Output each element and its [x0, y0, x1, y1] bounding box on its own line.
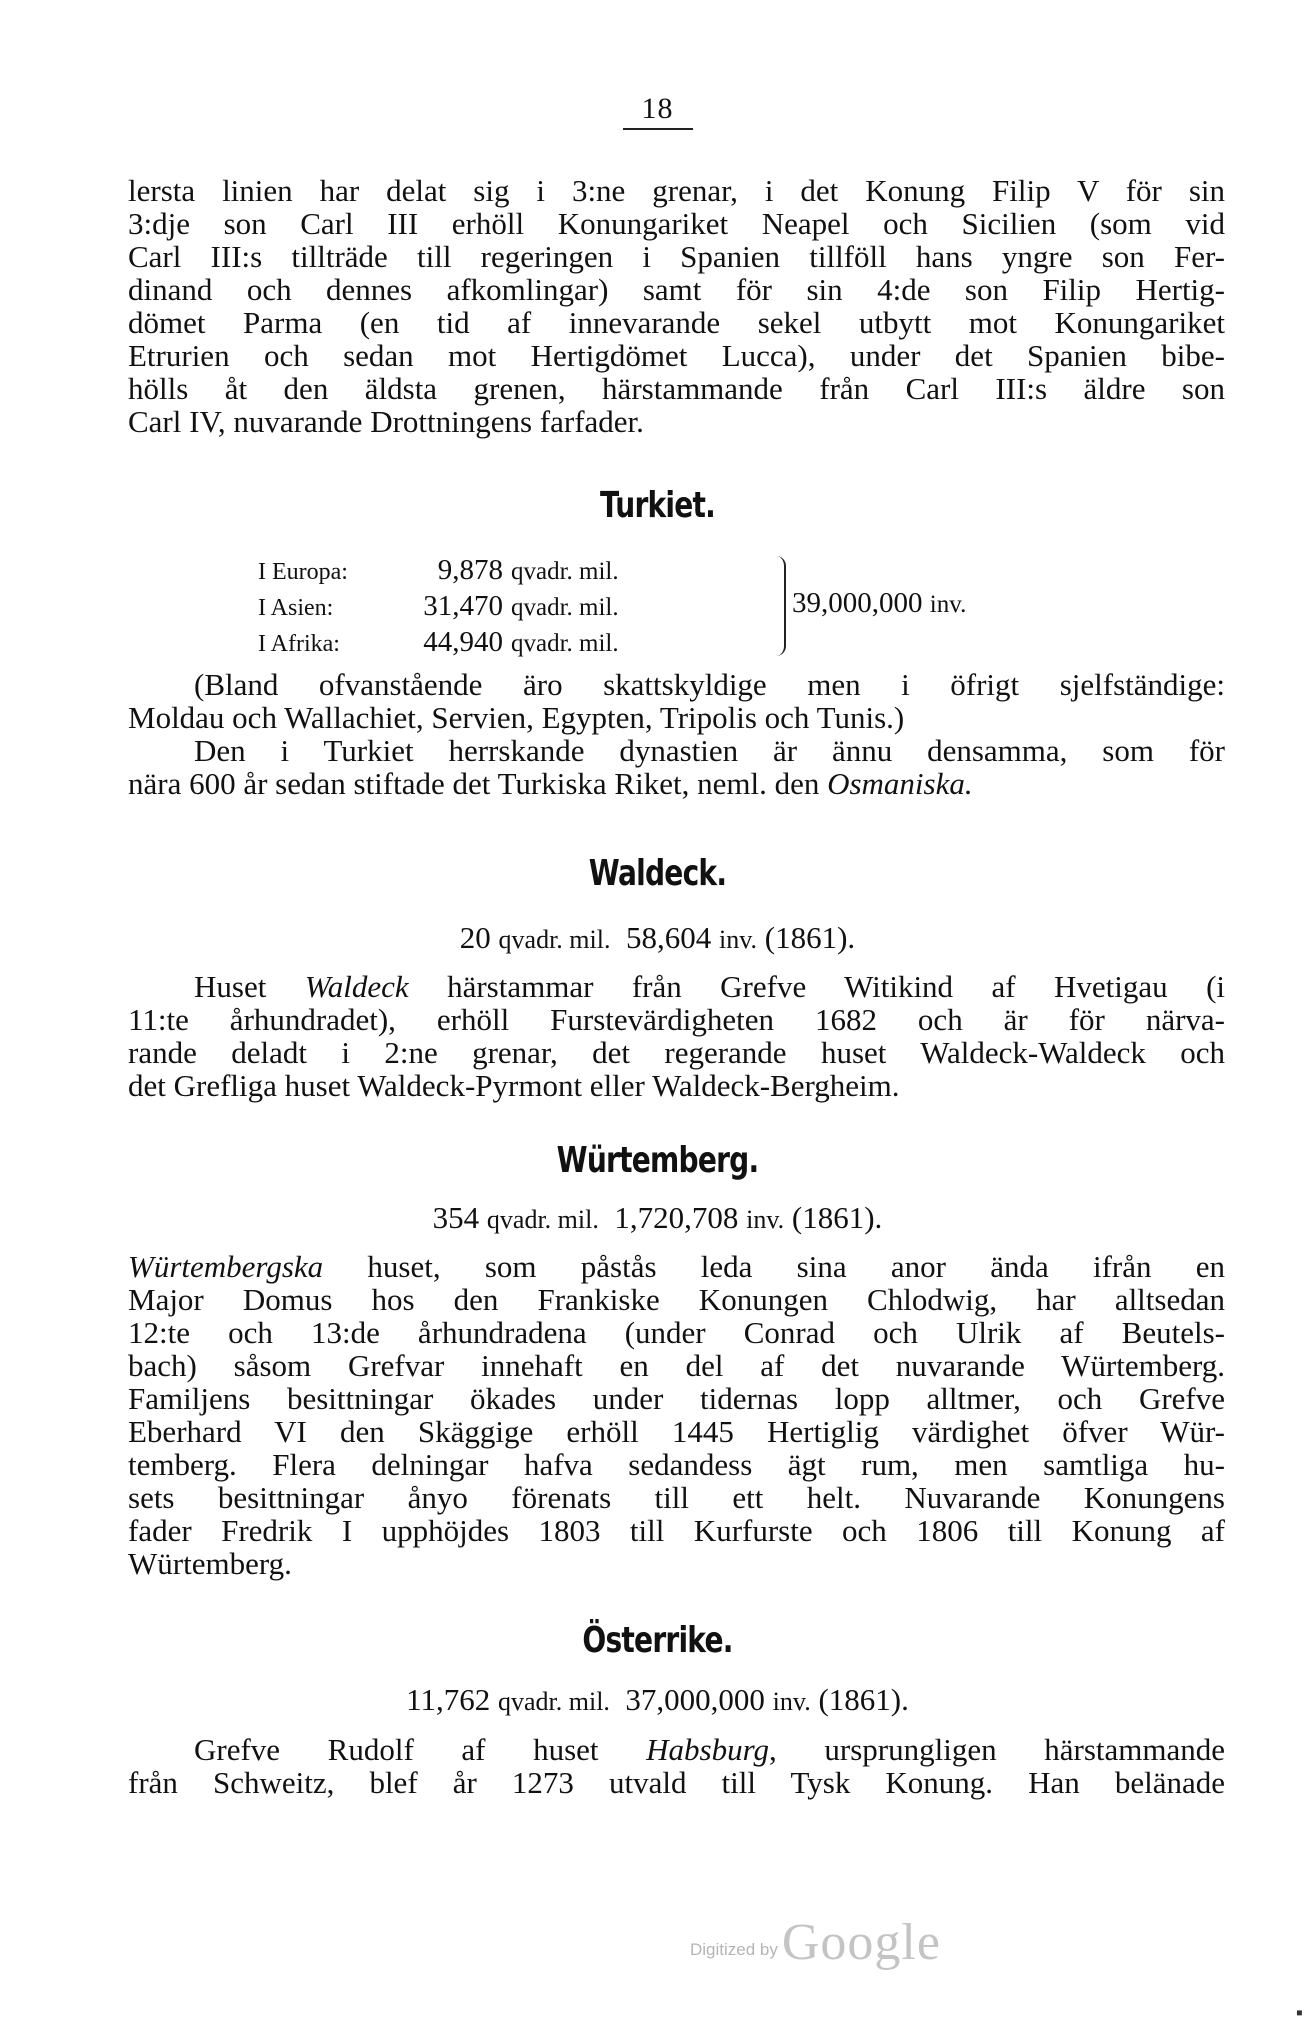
population-value: 37,000,000: [625, 1682, 765, 1717]
region-label: I Afrika:: [258, 631, 340, 657]
area-value: 31,470: [423, 590, 503, 622]
text-line: bach) såsom Grefvar innehaft en del af det nuvarande Würtemberg.: [128, 1348, 1225, 1383]
area-value: 354: [432, 1200, 480, 1235]
population-unit: inv.: [718, 925, 758, 954]
intro-line: lersta linien har delat sig i 3:ne grenar, i det Konung Filip V för sin: [128, 173, 1225, 208]
population-unit: inv.: [772, 1687, 811, 1716]
area-unit: qvadr. mil.: [511, 558, 619, 585]
area-value: 44,940: [423, 626, 503, 658]
text-line: [128, 1733, 1225, 1766]
text-line: Familjens besittningar ökades under tidernas lopp alltmer, och Grefve: [128, 1381, 1225, 1416]
text-line: [128, 970, 1225, 1003]
region-label: I Asien:: [258, 595, 334, 621]
waldeck-paragraph: [128, 970, 1225, 1102]
text-line: fader Fredrik I upphöjdes 1803 till Kurfurste och 1806 till Konung af: [128, 1513, 1225, 1548]
google-logo: Google: [781, 1914, 941, 1971]
text-line: Major Domus hos den Frankiske Konungen Chlodwig, har alltsedan: [128, 1282, 1225, 1317]
turkiet-row: [258, 625, 619, 661]
text-line: Eberhard VI den Skäggige erhöll 1445 Hertiglig värdighet öfver Wür-: [128, 1414, 1225, 1449]
osterrike-stats: [0, 1682, 1315, 1718]
wurtemberg-stats: [0, 1200, 1315, 1236]
google-digitized-watermark: [690, 1913, 941, 1972]
grouping-brace: [770, 556, 786, 656]
intro-line: Carl IV, nuvarande Drottningens farfader.: [128, 404, 644, 439]
area-unit: qvadr. mil.: [497, 1687, 610, 1716]
text-run: , ursprungligen härstammande: [769, 1732, 1225, 1767]
italic-term: Osmaniska.: [827, 766, 973, 801]
population-value: 39,000,000: [792, 587, 923, 619]
text-run: Grefve Rudolf af huset: [194, 1732, 647, 1767]
section-heading-waldeck: Waldeck.: [588, 853, 727, 894]
section-heading-osterrike: Österrike.: [582, 1620, 733, 1661]
turkiet-area-table: [258, 553, 619, 661]
digitized-by-text: Digitized by: [690, 1940, 778, 1959]
population-value: 58,604: [625, 920, 712, 955]
census-year: (1861).: [791, 1200, 883, 1235]
intro-line: Carl III:s tillträde till regeringen i Spanien tillföll hans yngre son Fer-: [128, 239, 1225, 274]
area-unit: qvadr. mil.: [511, 630, 619, 657]
area-unit: qvadr. mil.: [498, 925, 611, 954]
area-unit: qvadr. mil.: [486, 1205, 599, 1234]
waldeck-stats: [0, 920, 1315, 956]
intro-paragraph: [128, 174, 1225, 438]
section-heading-wurtemberg: Würtemberg.: [556, 1140, 759, 1181]
text-run: huset, som påstås leda sina anor ända ifrån en: [323, 1249, 1225, 1284]
text-line: Den i Turkiet herrskande dynastien är ännu densamma, som för: [194, 733, 1225, 768]
area-value: 9,878: [437, 554, 503, 586]
text-line: från Schweitz, blef år 1273 utvald till Tysk Konung. Han belänade: [128, 1765, 1225, 1800]
text-line: [128, 767, 1225, 800]
page-number-text: 18: [641, 92, 674, 125]
region-label: I Europa:: [258, 559, 348, 585]
text-run: nära 600 år sedan stiftade det Turkiska Riket, neml. den: [128, 766, 828, 801]
population-unit: inv.: [746, 1205, 785, 1234]
text-line: sets besittningar ånyo förenats till ett helt. Nuvarande Konungens: [128, 1480, 1225, 1515]
text-line: temberg. Flera delningar hafva sedandess ägt rum, men samtliga hu-: [128, 1447, 1225, 1482]
page-number: [0, 92, 1315, 130]
intro-line: Etrurien och sedan mot Hertigdömet Lucca), under det Spanien bibe-: [128, 338, 1225, 373]
intro-line: hölls åt den äldsta grenen, härstammande från Carl III:s äldre son: [128, 371, 1225, 406]
text-line: 12:te och 13:de århundradena (under Conrad och Ulrik af Beutels-: [128, 1315, 1225, 1350]
text-line: 11:te århundradet), erhöll Furstevärdigheten 1682 och är för närva-: [128, 1002, 1225, 1037]
text-line: det Grefliga huset Waldeck-Pyrmont eller Waldeck-Bergheim.: [128, 1068, 900, 1103]
text-line: (Bland ofvanstående äro skattskyldige men i öfrigt sjelfständige:: [194, 667, 1225, 702]
population-value: 1,720,708: [614, 1200, 739, 1235]
italic-term: Waldeck: [304, 969, 409, 1004]
turkiet-total-population: [792, 587, 966, 620]
intro-line: 3:dje son Carl III erhöll Konungariket Neapel och Sicilien (som vid: [128, 206, 1225, 241]
text-run: härstammar från Grefve Witikind af Hvetigau (i: [408, 969, 1226, 1004]
text-line: Moldau och Wallachiet, Servien, Egypten, Tripolis och Tunis.): [128, 700, 905, 735]
turkiet-paragraph: [128, 668, 1225, 800]
area-value: 11,762: [406, 1682, 491, 1717]
italic-term: Habsburg: [646, 1732, 770, 1767]
population-unit: inv.: [929, 591, 967, 618]
scan-corner-mark: ▪: [1295, 2002, 1303, 2024]
section-heading-turkiet: Turkiet.: [599, 485, 716, 526]
area-value: 20: [459, 920, 491, 955]
intro-line: dinand och dennes afkomlingar) samt för sin 4:de son Filip Hertig-: [128, 272, 1225, 307]
text-line: Würtemberg.: [128, 1546, 292, 1581]
turkiet-row: [258, 589, 619, 625]
page-number-rule: [623, 128, 693, 130]
wurtemberg-paragraph: [128, 1250, 1225, 1580]
italic-term: Würtembergska: [128, 1249, 324, 1284]
text-line: rande deladt i 2:ne grenar, det regerande huset Waldeck-Waldeck och: [128, 1035, 1225, 1070]
census-year: (1861).: [764, 920, 856, 955]
osterrike-paragraph: [128, 1733, 1225, 1799]
area-unit: qvadr. mil.: [511, 594, 619, 621]
turkiet-row: [258, 553, 619, 589]
text-run: Huset: [194, 969, 305, 1004]
text-line: [128, 1250, 1225, 1283]
census-year: (1861).: [818, 1682, 909, 1717]
intro-line: dömet Parma (en tid af innevarande sekel utbytt mot Konungariket: [128, 305, 1225, 340]
